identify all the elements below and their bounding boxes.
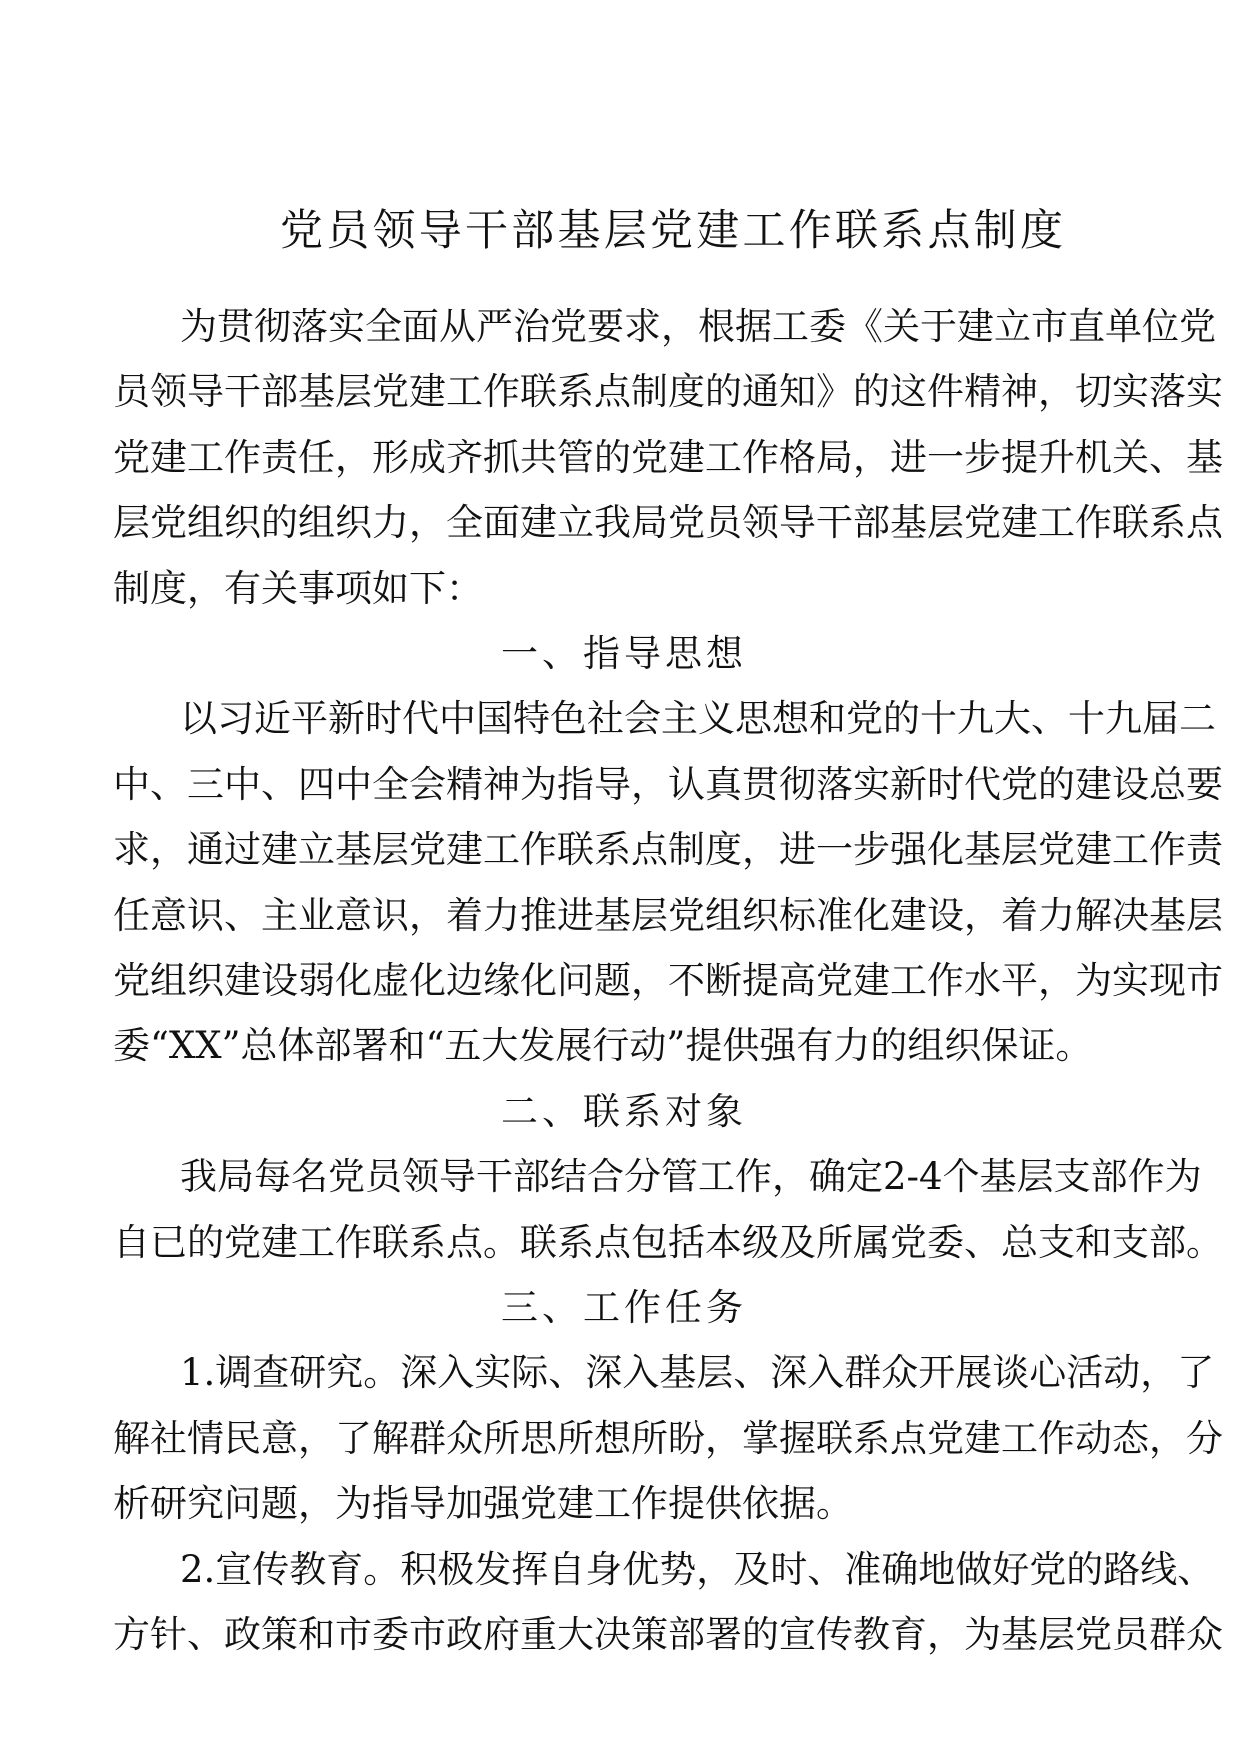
paragraph-line: 析研究问题，为指导加强党建工作提供依据。	[113, 1482, 853, 1526]
paragraph-line: 1.调查研究。深入实际、深入基层、深入群众开展谈心活动，了	[180, 1351, 1215, 1395]
paragraph-line: 委“XX”总体部署和“五大发展行动”提供强有力的组织保证。	[113, 1024, 1093, 1068]
paragraph-line: 制度，有关事项如下：	[113, 566, 483, 610]
paragraph-line: 党建工作责任，形成齐抓共管的党建工作格局，进一步提升机关、基	[113, 435, 1223, 479]
paragraph-line: 我局每名党员领导干部结合分管工作，确定2-4个基层支部作为	[180, 1155, 1202, 1199]
paragraph-line: 员领导干部基层党建工作联系点制度的通知》的这件精神，切实落实	[113, 370, 1223, 414]
paragraph-line: 党组织建设弱化虚化边缘化问题，不断提高党建工作水平，为实现市	[113, 959, 1223, 1002]
paragraph-line: 求，通过建立基层党建工作联系点制度，进一步强化基层党建工作责	[113, 828, 1223, 872]
section-heading: 三、工作任务	[501, 1286, 747, 1329]
paragraph-line: 方针、政策和市委市政府重大决策部署的宣传教育，为基层党员群众	[113, 1613, 1223, 1656]
paragraph-line: 2.宣传教育。积极发挥自身优势，及时、准确地做好党的路线、	[180, 1547, 1215, 1591]
paragraph-line: 层党组织的组织力，全面建立我局党员领导干部基层党建工作联系点	[113, 501, 1223, 545]
paragraph-line: 解社情民意，了解群众所思所想所盼，掌握联系点党建工作动态，分	[113, 1416, 1223, 1460]
paragraph-line: 为贯彻落实全面从严治党要求，根据工委《关于建立市直单位党	[180, 305, 1216, 348]
document-title: 党员领导干部基层党建工作联系点制度	[280, 206, 1063, 256]
paragraph-line: 任意识、主业意识，着力推进基层党组织标准化建设，着力解决基层	[113, 893, 1223, 937]
paragraph-line: 中、三中、四中全会精神为指导，认真贯彻落实新时代党的建设总要	[113, 762, 1223, 806]
section-heading: 一、指导思想	[501, 632, 747, 675]
paragraph-line: 以习近平新时代中国特色社会主义思想和党的十九大、十九届二	[180, 697, 1216, 741]
section-heading: 二、联系对象	[501, 1089, 747, 1133]
paragraph-line: 自已的党建工作联系点。联系点包括本级及所属党委、总支和支部。	[113, 1220, 1223, 1264]
